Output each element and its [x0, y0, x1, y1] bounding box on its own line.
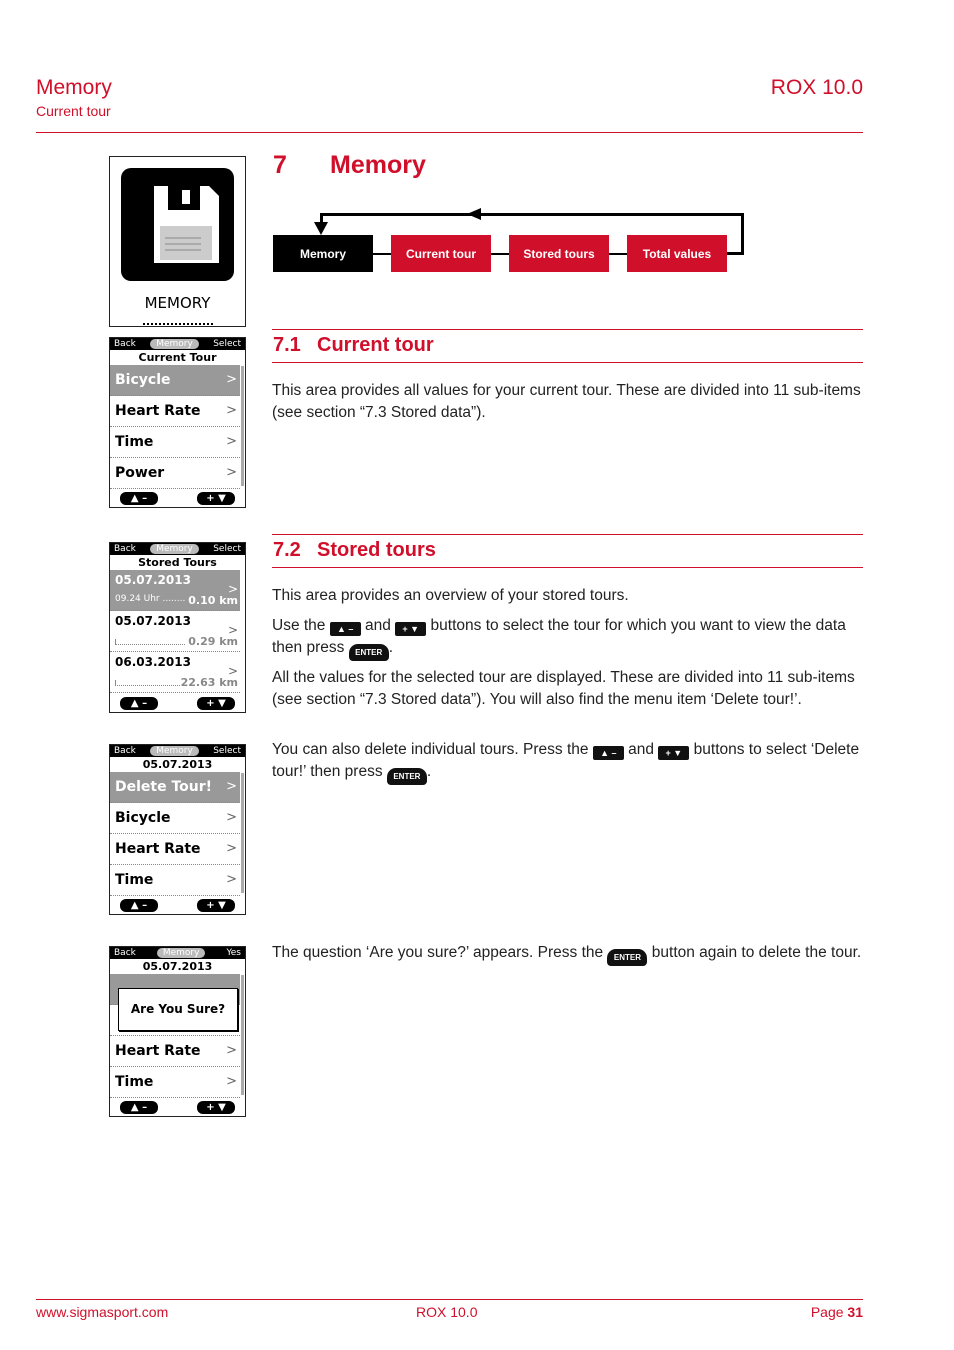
device-back-label: Back: [114, 544, 136, 554]
chevron-right-icon: >: [226, 1074, 237, 1089]
text-span: buttons to select the tour for which you want to view the data then press: [272, 617, 846, 656]
device-mode-label: Memory: [157, 948, 206, 958]
item-label: Time: [115, 872, 154, 888]
flow-down-arrow-icon: [314, 222, 328, 235]
flow-connector-3: [609, 253, 627, 255]
device-action-label: Select: [213, 746, 241, 756]
flow-loop-right-stub: [727, 252, 744, 255]
device-menu-item: [110, 365, 240, 396]
stored-tours-paragraph-2: [272, 615, 862, 661]
section-7-1-bottom-rule: [272, 362, 863, 363]
device-mode-label: Memory: [150, 339, 199, 349]
text-span: and: [628, 741, 655, 758]
text-span: You can also delete individual tours. Press the: [272, 741, 589, 758]
section-7-2-top-rule: [272, 534, 863, 535]
header-divider: [36, 132, 863, 133]
chevron-right-icon: >: [226, 465, 237, 480]
device-bottom-bar: [110, 896, 245, 914]
up-minus-pill-icon: ▲ –: [120, 697, 158, 710]
device-bottom-bar: [110, 694, 245, 712]
chevron-right-icon: >: [227, 582, 238, 596]
tour-distance: 0.29 km: [188, 635, 238, 648]
device-mode-label: Memory: [150, 544, 199, 554]
device-menu-item: [110, 834, 240, 865]
item-label: Heart Rate: [115, 403, 201, 419]
chevron-right-icon: >: [226, 779, 237, 794]
enter-button-icon: ENTER: [387, 768, 427, 785]
stored-tours-paragraph-3: All the values for the selected tour are displayed. These are divided into 11 sub-items (see section “7.3 Stored data”). You will also find the menu item ‘Delete tour!’.: [272, 669, 855, 708]
device-action-label: Select: [213, 339, 241, 349]
section-7-1-top-rule: [272, 329, 863, 330]
footer-page-indicator: [811, 1304, 863, 1320]
footer-page-number: 31: [847, 1304, 863, 1320]
up-minus-button-icon: ▲ –: [330, 622, 361, 636]
plus-down-button-icon: + ▼: [395, 622, 426, 636]
item-label: Delete Tour!: [115, 779, 213, 795]
item-label: Power: [115, 465, 165, 481]
section-7-2-bottom-rule: [272, 567, 863, 568]
device-top-bar: [110, 745, 245, 757]
enter-button-icon: ENTER: [349, 644, 389, 661]
memory-menu-icon-box: [109, 156, 246, 327]
item-label: Time: [115, 1074, 154, 1090]
flow-item-stored-tours: Stored tours: [509, 235, 609, 272]
section-number: 7.2: [273, 539, 301, 561]
chevron-right-icon: >: [226, 841, 237, 856]
chevron-right-icon: >: [226, 434, 237, 449]
device-screen-title: Stored Tours: [138, 556, 217, 569]
text-span: .: [388, 638, 394, 656]
tour-distance: 22.63 km: [180, 676, 238, 689]
text-span: The question ‘Are you sure?’ appears. Press the: [272, 944, 604, 961]
chevron-right-icon: >: [226, 403, 237, 418]
device-screen-title: 05.07.2013: [142, 960, 213, 973]
device-scrollbar: [241, 975, 244, 1095]
chevron-right-icon: >: [226, 372, 237, 387]
tour-distance: 0.10 km: [188, 594, 238, 607]
stored-tours-paragraph-1: This area provides an overview of your stored tours.: [272, 587, 629, 604]
device-menu-item: [110, 772, 240, 803]
memory-page-dots: [143, 323, 213, 326]
flow-loop-right-line: [741, 213, 744, 255]
up-minus-pill-icon: ▲ –: [120, 899, 158, 912]
section-title: Stored tours: [317, 539, 436, 561]
tour-list-item: [110, 611, 240, 652]
plus-down-pill-icon: + ▼: [197, 1101, 235, 1114]
tour-date: 06.03.2013: [115, 655, 191, 669]
text-span: buttons to select ‘Delete tour!’ then press: [272, 741, 860, 780]
memory-icon-label: MEMORY: [144, 294, 211, 312]
flow-item-total-values: Total values: [627, 235, 727, 272]
item-label: Heart Rate: [115, 1043, 201, 1059]
flow-item-current-tour: Current tour: [391, 235, 491, 272]
footer-page-label: Page: [810, 1304, 844, 1320]
device-screen-title: Current Tour: [138, 351, 217, 364]
chevron-right-icon: >: [226, 872, 237, 887]
up-minus-pill-icon: ▲ –: [120, 1101, 158, 1114]
device-menu-item: [110, 865, 240, 896]
device-menu-item: [110, 458, 240, 489]
current-tour-paragraph: This area provides all values for your current tour. These are divided into 11 sub-items (see section “7.3 Stored data”).: [272, 382, 861, 421]
device-screen-stored-tours: [109, 542, 246, 713]
device-scrollbar: [241, 773, 244, 893]
chevron-right-icon: >: [226, 810, 237, 825]
device-back-label: Back: [114, 339, 136, 349]
device-screen-title: 05.07.2013: [142, 758, 213, 771]
tour-list-item: [110, 570, 240, 611]
chapter-number: 7: [273, 151, 287, 179]
device-action-label: Yes: [226, 948, 241, 958]
text-span: Use the: [272, 617, 326, 634]
enter-button-icon: ENTER: [607, 949, 647, 966]
stored-tours-paragraph-5: [272, 942, 862, 966]
device-menu-item: [110, 396, 240, 427]
section-heading-current-tour: [273, 334, 434, 357]
floppy-disk-icon: [121, 168, 234, 281]
flow-loop-top-line: [320, 213, 744, 216]
plus-down-pill-icon: + ▼: [197, 492, 235, 505]
device-menu-item: [110, 803, 240, 834]
up-minus-pill-icon: ▲ –: [120, 492, 158, 505]
plus-down-pill-icon: + ▼: [197, 899, 235, 912]
device-action-label: Select: [213, 544, 241, 554]
device-screen-current-tour: [109, 337, 246, 508]
chapter-title: Memory: [330, 151, 426, 179]
plus-down-pill-icon: + ▼: [197, 697, 235, 710]
header-section-title: Memory: [36, 76, 112, 99]
tour-list-item: [110, 652, 240, 693]
stored-tours-paragraph-4: [272, 739, 862, 785]
flow-item-memory: Memory: [273, 235, 373, 272]
section-heading-stored-tours: [273, 539, 436, 562]
device-bottom-bar: [110, 1098, 245, 1116]
text-span: button again to delete the tour.: [651, 944, 862, 961]
device-menu-item: [110, 1067, 240, 1098]
device-screen-tour-detail: [109, 744, 246, 915]
chevron-right-icon: >: [226, 1043, 237, 1058]
item-label: Heart Rate: [115, 841, 201, 857]
header-subsection-title: Current tour: [36, 103, 111, 119]
plus-down-button-icon: + ▼: [658, 746, 689, 760]
device-mode-label: Memory: [150, 746, 199, 756]
device-bottom-bar: [110, 489, 245, 507]
confirm-dialog: Are You Sure?: [118, 988, 238, 1031]
device-screen-confirm-delete: [109, 946, 246, 1117]
item-label: Bicycle: [115, 372, 171, 388]
item-label: Time: [115, 434, 154, 450]
device-menu-item: [110, 427, 240, 458]
tour-date: 05.07.2013: [115, 614, 191, 628]
section-number: 7.1: [273, 334, 301, 356]
chevron-right-icon: >: [227, 664, 238, 678]
device-top-bar: [110, 947, 245, 959]
section-title: Current tour: [317, 334, 434, 356]
up-minus-button-icon: ▲ –: [593, 746, 624, 760]
chevron-right-icon: >: [227, 623, 238, 637]
item-label: Bicycle: [115, 810, 171, 826]
tour-time: 09.24 Uhr ........: [115, 594, 186, 604]
footer-divider: [36, 1299, 863, 1300]
device-top-bar: [110, 338, 245, 350]
flow-left-arrow-icon: [467, 208, 481, 220]
flow-connector-1: [373, 253, 391, 255]
device-scrollbar: [241, 366, 244, 486]
device-top-bar: [110, 543, 245, 555]
tour-date: 05.07.2013: [115, 573, 191, 587]
text-span: and: [365, 617, 391, 634]
text-span: .: [426, 762, 432, 780]
tour-progress-line: [115, 680, 180, 686]
footer-product-name: ROX 10.0: [416, 1304, 478, 1320]
footer-website-link[interactable]: www.sigmasport.com: [36, 1304, 169, 1320]
flow-connector-2: [491, 253, 509, 255]
device-menu-item: [110, 1036, 240, 1067]
device-back-label: Back: [114, 948, 136, 958]
tour-progress-line: [115, 639, 185, 645]
header-product-name: ROX 10.0: [770, 76, 863, 99]
device-back-label: Back: [114, 746, 136, 756]
